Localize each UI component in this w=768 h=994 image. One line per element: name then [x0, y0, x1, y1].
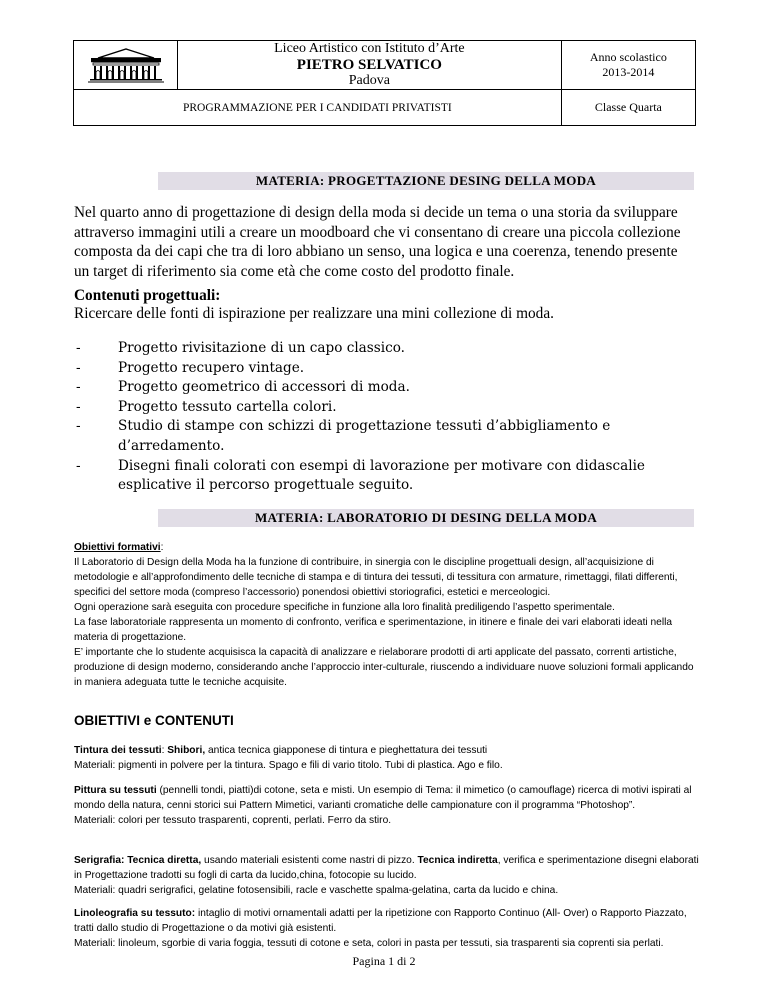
technique-label: Tintura dei tessuti — [74, 745, 162, 756]
objectives-block — [74, 540, 699, 690]
technique-text: usando materiali esistenti come nastri di pizzo. — [201, 855, 418, 866]
objectives-label: Obiettivi formativi — [74, 542, 161, 553]
list-item-text: Progetto rivisitazione di un capo classico. — [118, 340, 405, 356]
header-table — [73, 40, 696, 126]
school-logo-cell — [74, 41, 178, 90]
list-item: - Progetto recupero vintage. — [76, 359, 305, 376]
school-year-cell — [561, 41, 695, 90]
technique-text: (pennelli tondi, piatti)di cotone, seta e misti. Un esempio di Tema: il mimetico (o camouflage) ricerca di motivi ispirati al mondo della natura, cenni storici sui Pattern Mimetici, varianti cromatiche delle campionature con il programma “Photoshop”. — [74, 785, 692, 811]
project-list — [76, 339, 696, 496]
programme-title: PROGRAMMAZIONE PER I CANDIDATI PRIVATISTI — [74, 90, 562, 126]
list-item: - Disegni finali colorati con esempi di lavorazione per motivare con didascalie esplicative il percorso progettuale seguito. — [76, 457, 645, 494]
school-info-cell — [178, 41, 562, 90]
school-name: PIETRO SELVATICO — [296, 57, 442, 73]
subject-intro: Nel quarto anno di progettazione di design della moda si decide un tema o una storia da sviluppare attraverso immagini utili a creare un moodboard che vi consentano di creare una piccola collezione composta da dei capi che tra di loro abbiano un senso, una logica e una coerenza, tenendo presente un target di riferimento sia come età che come costo del prodotto finale. — [74, 204, 681, 280]
technique-materials: Materiali: pigmenti in polvere per la tintura. Spago e fili di vario titolo. Tubi di plastica. Ago e filo. — [74, 760, 503, 771]
technique-materials: Materiali: quadri serigrafici, gelatine fotosensibili, racle e vaschette spalma-gelatina, carta da lucido e china. — [74, 885, 559, 896]
school-city: Padova — [348, 73, 390, 88]
list-item-text: Disegni finali colorati con esempi di lavorazione per motivare con didascalie esplicative il percorso progettuale seguito. — [118, 457, 645, 494]
technique-text: , verifica e sperimentazione disegni elaborati in Progettazione tradotti su fogli di carta da lucido,china, fotocopie su lucido. — [74, 855, 699, 881]
list-item-text: Progetto geometrico di accessori di moda. — [118, 379, 410, 396]
list-item: - Progetto tessuto cartella colori. — [76, 398, 337, 415]
technique-subtitle: Tecnica indiretta — [417, 855, 498, 866]
technique-text: antica tecnica giapponese di tintura e pieghettatura dei tessuti — [205, 745, 488, 756]
list-item: - Progetto rivisitazione di un capo classico. — [76, 340, 405, 356]
objectives-contents-title: OBIETTIVI e CONTENUTI — [74, 713, 234, 728]
page-number: Pagina 1 di 2 — [352, 954, 416, 968]
technique-linoleografia — [74, 906, 699, 951]
list-item: - Progetto geometrico di accessori di moda. — [76, 379, 410, 396]
objectives-text: Il Laboratorio di Design della Moda ha la funzione di contribuire, in sinergia con le discipline progettuali design, all’acquisizione di metodologie e all’approfondimento delle tecniche di stampa e di tintura dei tessuti, di tessitura con armature, rimettaggi, filati differenti, specifici del settore moda (compreso l’accessorio) ponendosi obiettivi storiografici, estetici e merceologici. — [74, 557, 678, 598]
list-item-text: Studio di stampe con schizzi di progettazione tessuti d’abbigliamento e d’arredamento. — [118, 418, 611, 454]
school-line1: Liceo Artistico con Istituto d’Arte — [274, 41, 465, 56]
school-building-logo — [88, 46, 164, 84]
school-year-label: Anno scolastico — [589, 50, 667, 64]
technique-label: Serigrafia: Tecnica diretta, — [74, 855, 202, 866]
objectives-paragraph: La fase laboratoriale rappresenta un momento di confronto, verifica e sperimentazione, in itinere e finale dei vari elaborati ideati nella materia di progettazione. — [74, 617, 673, 643]
list-item-text: Progetto tessuto cartella colori. — [118, 398, 337, 415]
technique-materials: Materiali: colori per tessuto trasparenti, coprenti, perlati. Ferro da stiro. — [74, 815, 392, 826]
subject-title-laboratorio: MATERIA: LABORATORIO DI DESING DELLA MODA — [158, 509, 694, 527]
class-name: Classe Quarta — [561, 90, 695, 126]
list-item: - Studio di stampe con schizzi di progettazione tessuti d’abbigliamento e d’arredamento. — [76, 418, 611, 454]
technique-colon: : — [161, 745, 168, 756]
technique-materials: Materiali: linoleum, sgorbie di varia foggia, tessuti di cotone e seta, colori in pasta per tessuti, sia trasparenti sia coprenti sia perlati. — [74, 938, 664, 949]
technique-text: intaglio di motivi ornamentali adatti per la ripetizione con Rapporto Continuo (All- Over) o Rapporto Piazzato, tratti dallo studio di Progettazione o da motivi già esistenti. — [74, 908, 687, 934]
contents-title: Contenuti progettuali: — [74, 287, 221, 304]
technique-label: Pittura su tessuti — [74, 785, 157, 796]
objectives-paragraph: E’ importante che lo studente acquisisca la capacità di analizzare e rielaborare prodotti di arti applicate del passato, correnti artistiche, produzione di design moderno, considerando anche l’approccio inter-culturale, riuscendo a individuare nuove soluzioni formali applicando in maniera adeguata tutte le tecniche acquisite. — [74, 647, 694, 688]
technique-pittura — [74, 783, 699, 828]
technique-tintura — [74, 743, 699, 773]
list-item-text: Progetto recupero vintage. — [118, 359, 305, 376]
objectives-paragraph: Ogni operazione sarà eseguita con procedure specifiche in funzione alla loro finalità prediligendo l’aspetto sperimentale. — [74, 602, 615, 613]
subject-title-progettazione: MATERIA: PROGETTAZIONE DESING DELLA MODA — [158, 172, 694, 190]
technique-subtitle: Shibori, — [167, 745, 206, 756]
objectives-colon: : — [160, 542, 164, 553]
contents-intro: Ricercare delle fonti di ispirazione per realizzare una mini collezione di moda. — [74, 305, 554, 322]
technique-serigrafia — [74, 853, 699, 898]
technique-label: Linoleografia su tessuto: — [74, 908, 196, 919]
school-year-value: 2013-2014 — [602, 65, 655, 79]
